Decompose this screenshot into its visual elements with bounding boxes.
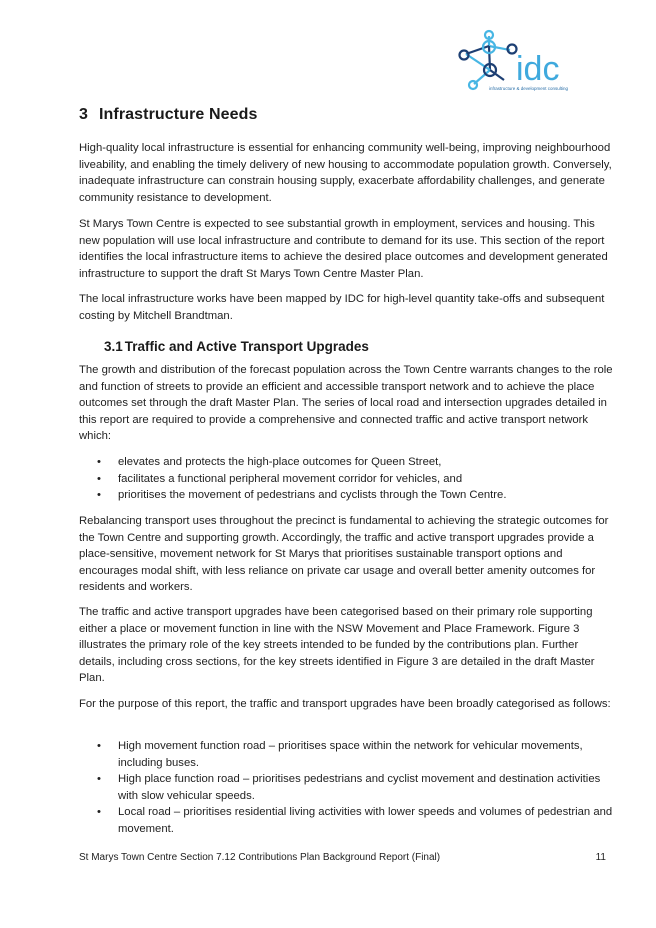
paragraph-3: The local infrastructure works have been mapped by IDC for high-level quantity take-offs and subsequent costing by Mitchell Brandtman. xyxy=(79,293,605,322)
logo-subtext: infrastructure & development consulting xyxy=(489,86,569,91)
paragraph-categorised: The traffic and active transport upgrades have been categorised based on their primary role supporting either a place or movement function in line with the NSW Movement and Place Framework. Figure 3 illustrates the primary role of the key streets intended to be funded by the contributions plan. Further details, including cross sections, for the key streets identified in Figure 3 are detailed in the draft Master Plan. xyxy=(79,606,595,684)
subsection-title: Traffic and Active Transport Upgrades xyxy=(124,339,369,354)
subsection-intro: The growth and distribution of the forecast population across the Town Centre warrants changes to the role and function of streets to provide an efficient and accessible transport network and to achieve the place outcomes set through the draft Master Plan. The series of local road and intersection upgrades detailed in this report are required to provide a comprehensive and connected traffic and active transport network which: xyxy=(79,364,613,442)
molecule-network-icon xyxy=(460,31,517,89)
paragraph-rebalancing: Rebalancing transport uses throughout the precinct is fundamental to achieving the strategic outcomes for the Town Centre and supporting growth. Accordingly, the traffic and active transport upgrades provide a place-sensitive, movement network for St Marys that prioritises sustainable transport options and encourages modal shift, with less reliance on private car usage and overall better amenity outcomes for residents and workers. xyxy=(79,515,609,593)
paragraph-1: High-quality local infrastructure is essential for enhancing community well-being, improving neighbourhood liveability, and enabling the timely delivery of new housing to accommodate population growth. Conversely, inadequate infrastructure can constrain housing supply, exacerbate affordability challenges, and generate community resistance to development. xyxy=(79,142,612,204)
subsection-heading xyxy=(104,339,369,354)
list-item: • prioritises the movement of pedestrians and cyclists through the Town Centre. xyxy=(79,487,614,504)
subsection-number: 3.1 xyxy=(104,339,123,354)
bullet-list-road-categories xyxy=(79,738,614,837)
list-item: • Local road – prioritises residential living activities with lower speeds and volumes of pedestrian and movement. xyxy=(79,804,614,837)
list-item: • High place function road – prioritises pedestrians and cyclist movement and destination activities with slow vehicular speeds. xyxy=(79,771,614,804)
page-number: 11 xyxy=(595,852,606,863)
list-item: • elevates and protects the high-place outcomes for Queen Street, xyxy=(79,454,614,471)
section-number: 3 xyxy=(79,106,88,123)
section-heading xyxy=(79,106,258,124)
paragraph-purpose: For the purpose of this report, the traffic and transport upgrades have been broadly categorised as follows: xyxy=(79,698,611,710)
section-title: Infrastructure Needs xyxy=(99,106,258,123)
footer-title: St Marys Town Centre Section 7.12 Contributions Plan Background Report (Final) xyxy=(79,852,441,863)
page-footer xyxy=(79,852,606,863)
paragraph-2: St Marys Town Centre is expected to see substantial growth in employment, services and housing. This new population will use local infrastructure and contribute to demand for its use. This section of the report identifies the local infrastructure items to achieve the desired place outcomes and development generated infrastructure to support the draft St Marys Town Centre Master Plan. xyxy=(79,218,608,280)
list-item: • High movement function road – prioritises space within the network for vehicular movements, including buses. xyxy=(79,738,614,771)
bullet-list-outcomes xyxy=(79,454,614,504)
logo-text: idc xyxy=(516,50,560,88)
list-item: • facilitates a functional peripheral movement corridor for vehicles, and xyxy=(79,471,614,488)
